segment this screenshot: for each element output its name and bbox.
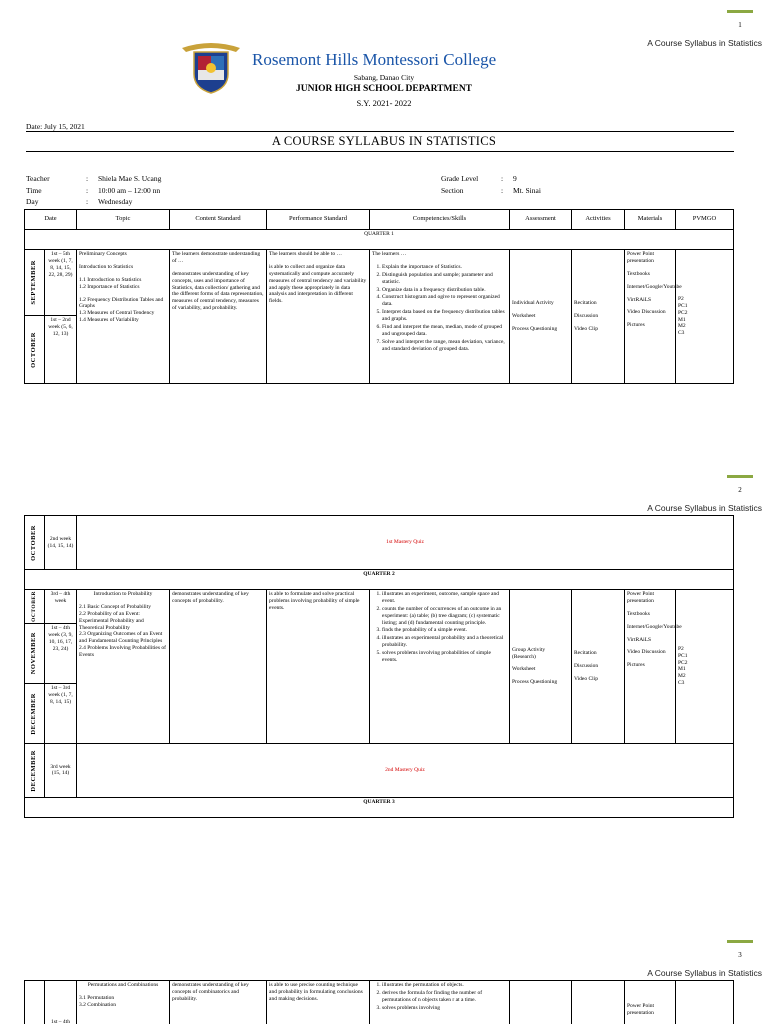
- grade-info: Grade Level : 9: [441, 174, 517, 183]
- mastery-quiz-1: 1st Mastery Quiz: [77, 516, 734, 570]
- syllabus-table-q2: [24, 515, 734, 818]
- page-number-2: 2: [727, 475, 753, 494]
- table-row: OCTOBER 1st – 2nd week (5, 6, 12, 13): [25, 316, 734, 384]
- page-number-3: 3: [727, 940, 753, 959]
- quarter-label: QUARTER 2: [25, 570, 734, 590]
- page-number-1: 1: [727, 10, 753, 29]
- quarter-label: QUARTER 3: [25, 797, 734, 817]
- table-row: OCTOBER 3rd – 4th week Introduction to Probability 2.1 Basic Concept of Probability 2.2 Probability of an Event: Experimental Probability and Theoretical Probability 2.3 Organizing Outcomes of an Event and Fundamental Counting Principles 2.4 Problems Involving Probabilities of Events demonstrates understanding of key concepts of probability. is able to formulate and solve practical problems involving probability of simple events. 1. illustrates an experiment, outcome, sample space and event. 2. counts the number of occurrences of an outcome in an experiment: (a) table; (b) tree diagram; (c) systematic listing; and (d) fundamental counting principle. 3. finds the probability of a simple event. 4. illustrates an experimental probability and a theoretical probability. 5. solves problems involving probabilities of simple events. Group Activity (Research) Worksheet Process Questioning Recitation Discussion Video Clip Power Point presentation Textbooks Internet/Google/Youtube VirtRAiLS Video Discussion Pictures P2 PC1 PC2 M1 M2 C3: [25, 590, 734, 624]
- document-title: A COURSE SYLLABUS IN STATISTICS: [271, 134, 497, 148]
- mastery-quiz-2: 2nd Mastery Quiz: [77, 743, 734, 797]
- table-row: DECEMBER 1st – 3rd week (1, 7, 8, 14, 15): [25, 683, 734, 743]
- table-row: SEPTEMBER 1st – 5th week (1, 7, 8, 14, 15, 22, 28, 29) Preliminary Concepts Introduction to Statistics 1.1 Introduction to Statistics 1.2 Importance of Statistics 1.2 Frequency Distribution Tables and Graphs 1.3 Measures of Central Tendency 1.4 Measures of Variability The learners demonstrate understanding of … demonstrates understanding of key concepts, uses and importance of Statistics, data collection/ gathering and the different forms of data representation, measures of central tendency, measures of variability, and probability. The learners should be able to … is able to collect and organize data systematically and compute accurately measures of central tendency and variability and apply these appropriately in data analysis and interpretation in different fields. The learners … 1. Explain the importance of Statistics. 2. Distinguish population and sample; parameter and statistic. 3. Organize data in a frequency distribution table. 4. Construct histogram and ogive to represent organized data. 5. Interpret data based on the frequency distribution tables and graphs. 6. Find and interpret the mean, median, mode of grouped and ungrouped data. 7. Solve and interpret the range, mean deviation, variance, and standard deviation of grouped data. Individual Activity Worksheet Process Questioning Recitation Discussion Video Clip Power Point presentation Textbooks Internet/Google/Youtube VirtRAiLS Video Discussion Pictures P2 PC1 PC2 M1 M2 C3: [25, 250, 734, 316]
- table-header-row: Date Topic Content Standard Performance Standard Competencies/Skills Assessment Activities Materials PVMGO: [25, 210, 734, 230]
- section-info: Section : Mt. Sinai: [441, 186, 541, 195]
- time-info: Time : 10:00 am – 12:00 nn: [26, 186, 161, 195]
- running-head: A Course Syllabus in Statistics: [647, 503, 762, 513]
- table-row: 1st – 4th Permutations and Combinations 3.1 Permutation 3.2 Combination demonstrates understanding of key concepts of combinatorics and probability. is able to use precise counting technique and probability in formulating conclusions and making decisions. 1. illustrates the permutation of objects. 2. derives the formula for finding the number of permutations of n objects taken r at a time. 3. solves problems involving Power Point presentation: [25, 981, 734, 1024]
- department: JUNIOR HIGH SCHOOL DEPARTMENT: [295, 84, 473, 94]
- syllabus-table-q1: [24, 209, 734, 384]
- document-date: Date: July 15, 2021: [26, 122, 85, 131]
- syllabus-table-q3: [24, 980, 734, 1024]
- day-info: Day : Wednesday: [26, 197, 133, 206]
- school-year: S.Y. 2021- 2022: [356, 98, 412, 108]
- mastery-row: OCTOBER 2nd week (14, 15, 14) 1st Mastery Quiz: [25, 516, 734, 570]
- month-label: SEPTEMBER: [30, 260, 38, 305]
- running-head: A Course Syllabus in Statistics: [647, 968, 762, 978]
- school-name: Rosemont Hills Montessori College: [252, 50, 497, 69]
- running-head: A Course Syllabus in Statistics: [647, 38, 762, 48]
- quarter-label: QUARTER 1: [25, 230, 734, 250]
- school-address: Sabang, Danao City: [353, 73, 415, 82]
- month-label: OCTOBER: [30, 331, 38, 368]
- mastery-row: DECEMBER 3rd week (15, 14) 2nd Mastery Quiz: [25, 743, 734, 797]
- table-row: NOVEMBER 1st – 4th week (3, 9, 10, 16, 17, 23, 24): [25, 623, 734, 683]
- teacher-info: Teacher : Shiela Mae S. Ucang: [26, 174, 162, 183]
